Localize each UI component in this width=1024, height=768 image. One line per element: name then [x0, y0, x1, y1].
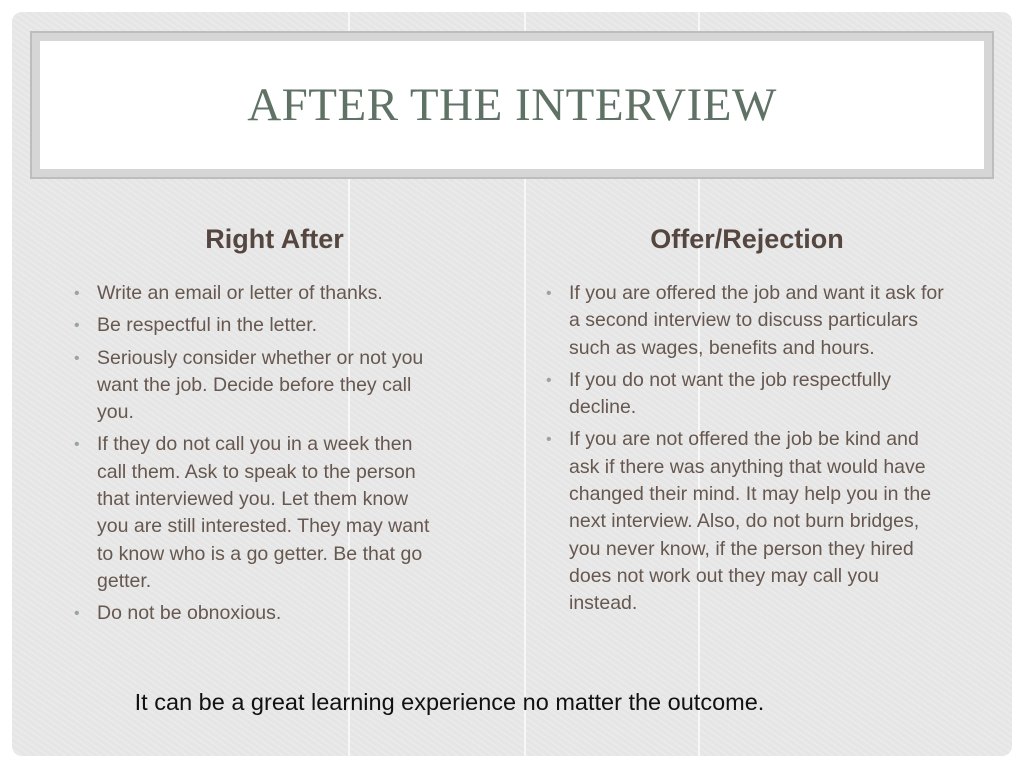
list-item: [544, 280, 944, 362]
list-item-text: Seriously consider whether or not you want the job. Decide before they call you.: [97, 346, 424, 424]
list-item: [72, 431, 442, 595]
list-item: [72, 312, 442, 339]
bullet-icon: •: [74, 285, 80, 302]
bullet-icon: •: [74, 349, 80, 367]
list-item-text: If you do not want the job respectfully decline.: [569, 368, 891, 419]
list-item-text: If you are offered the job and want it ask for a second interview to discuss particulars such as wages, benefits and hours.: [569, 282, 944, 359]
list-item: [72, 600, 442, 627]
bullet-icon: •: [74, 436, 80, 454]
list-item: [72, 280, 442, 307]
title-box: [40, 41, 984, 169]
bullet-icon: •: [546, 431, 552, 449]
list-item-text: If they do not call you in a week then call them. Ask to speak to the person that interviewed you. Let them know you are still interested. They may want to know who is a go getter. Be that go getter.: [97, 433, 430, 592]
list-item: [544, 426, 944, 617]
bullet-icon: •: [546, 285, 552, 302]
bullet-icon: •: [546, 371, 552, 389]
bullet-icon: •: [74, 605, 80, 623]
bullet-icon: •: [74, 317, 80, 335]
right-column-list: [544, 280, 944, 623]
list-item: [544, 367, 944, 422]
list-item-text: Be respectful in the letter.: [97, 314, 318, 337]
title-frame: [30, 31, 994, 179]
slide: [12, 12, 1012, 756]
right-column-heading: Offer/Rejection: [650, 224, 844, 254]
left-column-list: [72, 280, 442, 633]
list-item-text: Write an email or letter of thanks.: [97, 282, 383, 304]
left-column-heading: Right After: [205, 224, 344, 254]
footer-text: It can be a great learning experience no matter the outcome.: [134, 689, 765, 715]
slide-title: AFTER THE INTERVIEW: [247, 79, 777, 131]
list-item: [72, 345, 442, 427]
list-item-text: Do not be obnoxious.: [97, 602, 282, 625]
list-item-text: If you are not offered the job be kind and ask if there was anything that would have changed their mind. It may help you in the next interview. Also, do not burn bridges, you never know, if the person they hired does not work out they may call you instead.: [569, 428, 932, 615]
